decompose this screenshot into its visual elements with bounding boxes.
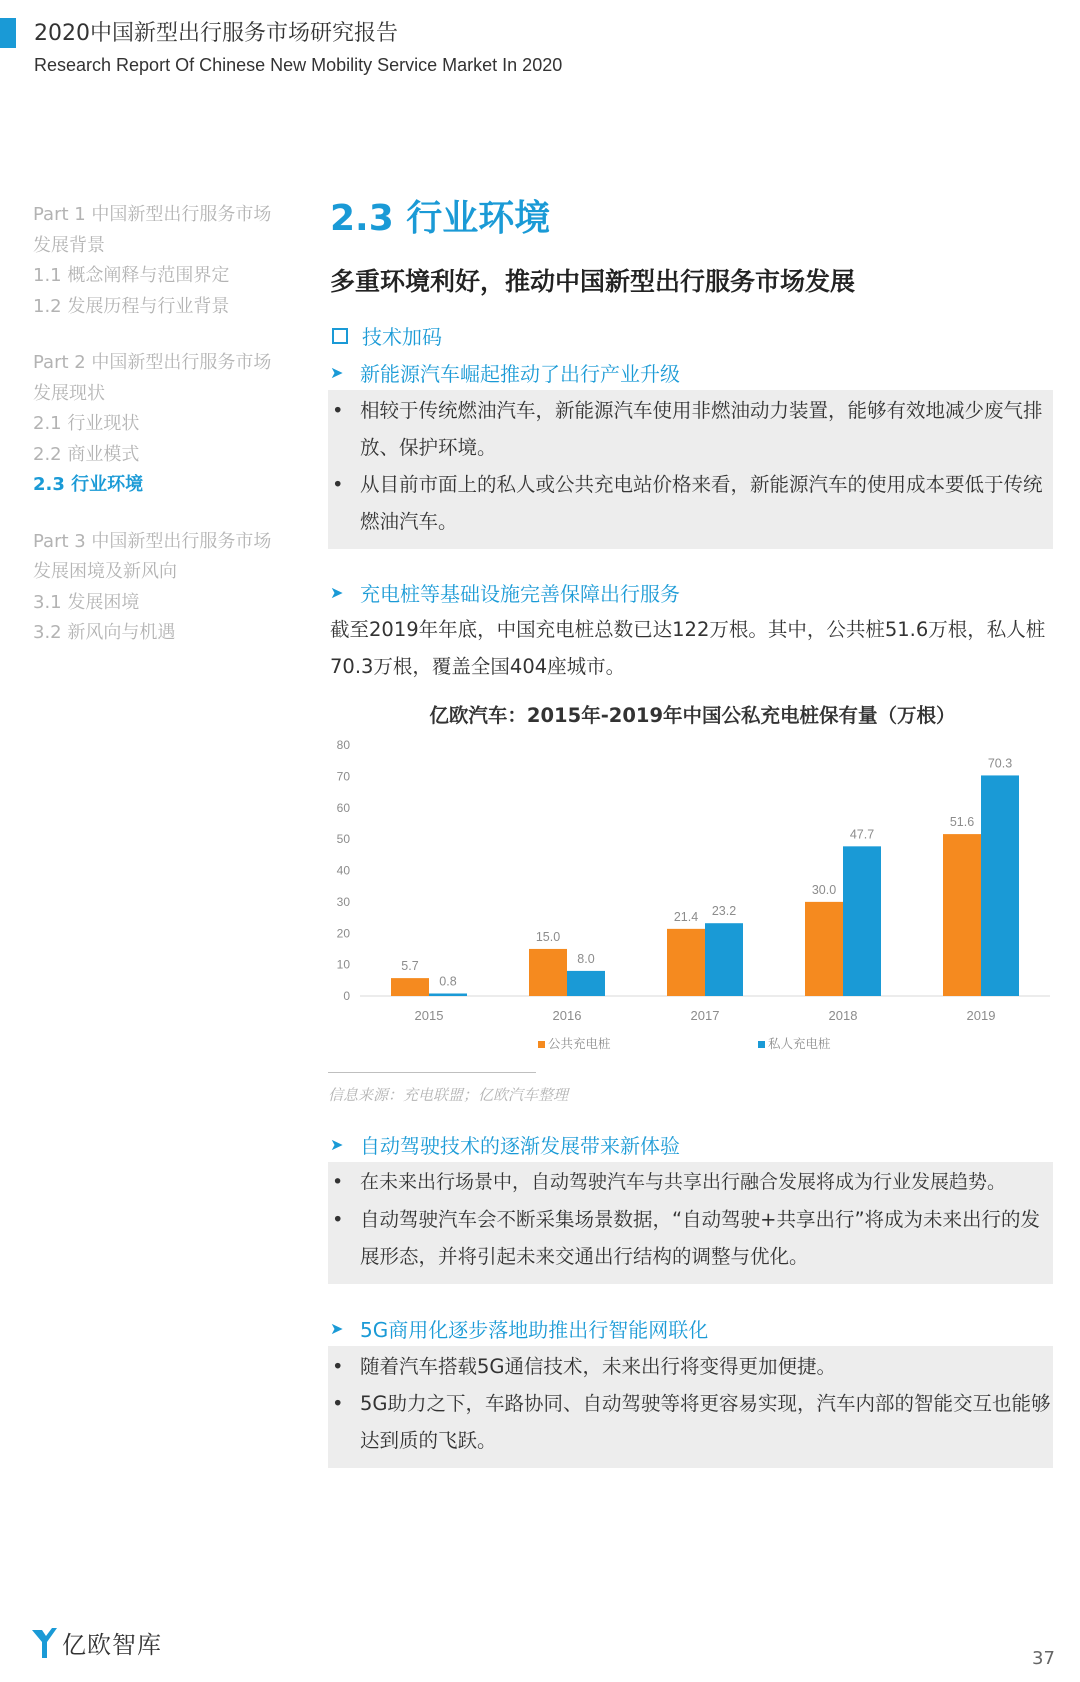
- toc-item[interactable]: Part 1 中国新型出行服务市场: [33, 204, 272, 225]
- data-label: 8.0: [577, 951, 595, 966]
- autonomous-heading: [330, 1130, 680, 1159]
- fiveg-heading-text: 5G商用化逐步落地助推出行智能网联化: [360, 1318, 709, 1342]
- bar-private: [705, 923, 743, 996]
- arrow-bullet-icon: ➤: [330, 1135, 344, 1154]
- toc-item[interactable]: Part 3 中国新型出行服务市场: [33, 530, 272, 552]
- toc-group-part2: [33, 348, 303, 501]
- legend-swatch: [538, 1041, 545, 1048]
- bullet-item: [328, 392, 1053, 466]
- page-number: 37: [1032, 1648, 1055, 1669]
- section-heading: 多重环境利好，推动中国新型出行服务市场发展: [330, 267, 856, 296]
- sidebar-toc: [33, 200, 303, 675]
- arrow-bullet-icon: ➤: [330, 363, 344, 382]
- nev-heading: [330, 358, 680, 387]
- bar-private: [567, 971, 605, 996]
- bullet-dot-icon: •: [332, 1355, 344, 1378]
- bar-private: [429, 993, 467, 996]
- toc-item[interactable]: 2.2 商业模式: [33, 443, 140, 465]
- y-tick-label: 50: [336, 832, 350, 847]
- bullet-text: 自动驾驶汽车会不断采集场景数据，“自动驾驶+共享出行”将成为未来出行的发展形态，并将引起未来交通出行结构的调整与优化。: [360, 1208, 1041, 1268]
- y-tick-label: 10: [336, 957, 350, 972]
- bar-public: [667, 929, 705, 996]
- bullet-dot-icon: •: [332, 473, 344, 496]
- data-label: 15.0: [535, 929, 561, 944]
- x-tick-label: 2017: [690, 1008, 720, 1023]
- bullet-text: 随着汽车搭载5G通信技术，未来出行将变得更加便捷。: [360, 1355, 837, 1378]
- charging-heading-text: 充电桩等基础设施完善保障出行服务: [360, 582, 680, 606]
- x-tick-label: 2018: [828, 1008, 858, 1023]
- toc-item[interactable]: 发展困境及新风向: [33, 561, 177, 582]
- x-tick-label: 2019: [966, 1008, 996, 1023]
- y-tick-label: 70: [336, 769, 350, 784]
- header-accent-bar: [0, 18, 16, 48]
- bullet-item: [328, 1348, 1053, 1385]
- bullet-dot-icon: •: [332, 1208, 344, 1231]
- y-tick-label: 40: [336, 863, 350, 878]
- tech-label-text: 技术加码: [362, 325, 442, 349]
- y-tick-label: 0: [343, 989, 350, 1003]
- fiveg-bullets-box: [328, 1346, 1053, 1468]
- section-number-title: 2.3 行业环境: [330, 198, 551, 239]
- legend-swatch: [758, 1041, 765, 1048]
- bullet-dot-icon: •: [332, 1171, 344, 1193]
- data-label: 70.3: [987, 756, 1013, 771]
- bullet-dot-icon: •: [332, 399, 344, 422]
- fiveg-heading: [330, 1314, 708, 1343]
- bar-private: [843, 846, 881, 996]
- bullet-item: [328, 1385, 1053, 1459]
- toc-item[interactable]: 发展背景: [33, 234, 105, 256]
- bullet-dot-icon: •: [332, 1392, 344, 1415]
- data-label: 47.7: [849, 827, 875, 842]
- nev-bullets-box: [328, 390, 1053, 549]
- report-subtitle: Research Report Of Chinese New Mobility Service Market In 2020: [34, 55, 563, 75]
- source-divider: [328, 1072, 536, 1073]
- charging-heading: [330, 578, 680, 607]
- bar-public: [805, 902, 843, 996]
- data-label: 5.7: [401, 959, 419, 974]
- legend-label: 私人充电桩: [768, 1036, 831, 1051]
- bullet-item: [328, 1164, 1053, 1201]
- bullet-item: [328, 466, 1053, 540]
- bullet-text: 在未来出行场景中，自动驾驶汽车与共享出行融合发展将成为行业发展趋势。: [360, 1171, 1007, 1193]
- bar-public: [943, 834, 981, 996]
- bar-chart: [320, 730, 1060, 1060]
- brand-logo-text: 亿欧智库: [62, 1631, 162, 1659]
- toc-group-part1: [33, 200, 303, 322]
- autonomous-heading-text: 自动驾驶技术的逐渐发展带来新体验: [360, 1134, 680, 1158]
- y-tick-label: 80: [336, 738, 350, 752]
- data-label: 30.0: [811, 882, 837, 897]
- source-note: 信息来源：充电联盟；亿欧汽车整理: [328, 1086, 569, 1104]
- y-tick-label: 60: [336, 800, 350, 815]
- bar-public: [391, 978, 429, 996]
- x-tick-label: 2016: [552, 1008, 582, 1023]
- bullet-text: 5G助力之下，车路协同、自动驾驶等将更容易实现，汽车内部的智能交互也能够达到质的飞跃。: [360, 1392, 1051, 1452]
- arrow-bullet-icon: ➤: [330, 1319, 344, 1338]
- toc-item[interactable]: 2.1 行业现状: [33, 413, 140, 434]
- brand-logo: [30, 1625, 162, 1660]
- bar-private: [981, 775, 1019, 996]
- toc-item-active[interactable]: 2.3 行业环境: [33, 474, 144, 495]
- data-label: 23.2: [711, 904, 737, 919]
- bullet-item: [328, 1201, 1053, 1275]
- chart-title: 亿欧汽车：2015年-2019年中国公私充电桩保有量（万根）: [429, 704, 956, 727]
- brand-logo-icon: [30, 1626, 58, 1660]
- toc-item[interactable]: 1.1 概念阐释与范围界定: [33, 265, 230, 286]
- bullet-text: 从目前市面上的私人或公共充电站价格来看，新能源汽车的使用成本要低于传统燃油汽车。: [360, 473, 1043, 533]
- square-bullet-icon: [332, 328, 348, 344]
- bar-public: [529, 949, 567, 996]
- autonomous-bullets-box: [328, 1162, 1053, 1284]
- data-label: 21.4: [673, 909, 699, 924]
- y-tick-label: 20: [336, 926, 350, 941]
- charging-paragraph: 截至2019年年底，中国充电桩总数已达122万根。其中，公共桩51.6万根，私人桩70.3万根，覆盖全国404座城市。: [330, 618, 1046, 678]
- data-label: 0.8: [439, 974, 457, 989]
- legend-label: 公共充电桩: [548, 1036, 611, 1051]
- tech-label: [330, 321, 442, 350]
- toc-item[interactable]: 发展现状: [33, 382, 105, 404]
- toc-item[interactable]: 3.2 新风向与机遇: [33, 622, 176, 643]
- nev-heading-text: 新能源汽车崛起推动了出行产业升级: [360, 362, 680, 386]
- report-title: 2020中国新型出行服务市场研究报告: [34, 21, 398, 46]
- toc-group-part3: [33, 527, 303, 649]
- toc-item[interactable]: Part 2 中国新型出行服务市场: [33, 352, 272, 373]
- x-tick-label: 2015: [414, 1008, 444, 1023]
- bullet-text: 相较于传统燃油汽车，新能源汽车使用非燃油动力装置，能够有效地减少废气排放、保护环境。: [360, 399, 1043, 459]
- data-label: 51.6: [949, 815, 975, 830]
- y-tick-label: 30: [336, 894, 350, 909]
- toc-item[interactable]: 3.1 发展困境: [33, 591, 140, 613]
- toc-item[interactable]: 1.2 发展历程与行业背景: [33, 295, 230, 317]
- arrow-bullet-icon: ➤: [330, 583, 344, 602]
